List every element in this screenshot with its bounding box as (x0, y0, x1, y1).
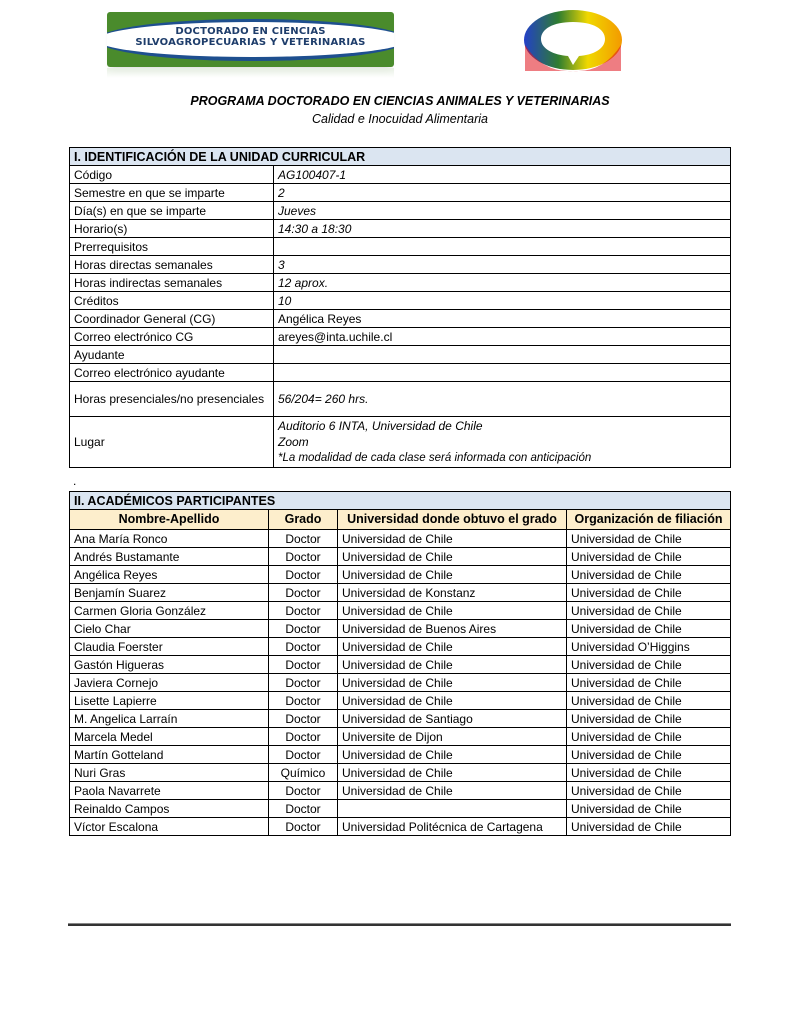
row-label: Horas presenciales/no presenciales (70, 382, 274, 417)
lugar-note: *La modalidad de cada clase será informada con anticipación (278, 452, 592, 464)
row-label: Día(s) en que se imparte (70, 202, 274, 220)
participant-university: Universite de Dijon (338, 728, 567, 746)
lugar-value (274, 417, 731, 468)
row-value: areyes@inta.uchile.cl (274, 328, 731, 346)
row-value: 12 aprox. (274, 274, 731, 292)
table-row (70, 638, 731, 656)
participant-degree: Químico (269, 764, 338, 782)
table-row (70, 328, 731, 346)
row-value: 56/204= 260 hrs. (274, 382, 731, 417)
table-row (70, 238, 731, 256)
program-logo-banner (107, 12, 394, 67)
table-row (70, 728, 731, 746)
participant-name: Ana María Ronco (70, 530, 269, 548)
separator-dot: . (73, 474, 77, 488)
participant-university: Universidad de Chile (338, 692, 567, 710)
participant-affiliation: Universidad de Chile (567, 782, 731, 800)
row-value: 3 (274, 256, 731, 274)
participant-university (338, 800, 567, 818)
row-value: 2 (274, 184, 731, 202)
table-row (70, 692, 731, 710)
row-label: Horario(s) (70, 220, 274, 238)
footer-divider (68, 923, 731, 926)
participant-degree: Doctor (269, 692, 338, 710)
participant-name: Carmen Gloria González (70, 602, 269, 620)
row-value: AG100407-1 (274, 166, 731, 184)
participant-affiliation: Universidad de Chile (567, 746, 731, 764)
table-row (70, 166, 731, 184)
table-row (70, 656, 731, 674)
table-row (70, 310, 731, 328)
table-row (70, 548, 731, 566)
participant-affiliation: Universidad de Chile (567, 548, 731, 566)
table-row (70, 584, 731, 602)
participant-name: Paola Navarrete (70, 782, 269, 800)
participant-affiliation: Universidad de Chile (567, 530, 731, 548)
table-row (70, 710, 731, 728)
table-row (70, 256, 731, 274)
table-row (70, 184, 731, 202)
column-header-degree: Grado (269, 510, 338, 530)
participant-degree: Doctor (269, 584, 338, 602)
participant-name: Martín Gotteland (70, 746, 269, 764)
participant-affiliation: Universidad de Chile (567, 800, 731, 818)
participants-table (69, 491, 731, 836)
program-title: PROGRAMA DOCTORADO EN CIENCIAS ANIMALES Y VETERINARIAS (190, 94, 610, 108)
row-label: Prerrequisitos (70, 238, 274, 256)
participant-university: Universidad de Chile (338, 674, 567, 692)
participant-name: Cielo Char (70, 620, 269, 638)
logo-reflection (107, 68, 394, 78)
participant-affiliation: Universidad de Chile (567, 584, 731, 602)
participant-degree: Doctor (269, 566, 338, 584)
row-value (274, 238, 731, 256)
participant-degree: Doctor (269, 530, 338, 548)
participant-university: Universidad de Buenos Aires (338, 620, 567, 638)
participant-name: M. Angelica Larraín (70, 710, 269, 728)
column-header-name: Nombre-Apellido (70, 510, 269, 530)
section-2-heading: II. ACADÉMICOS PARTICIPANTES (70, 492, 731, 510)
row-label: Créditos (70, 292, 274, 310)
participant-name: Lisette Lapierre (70, 692, 269, 710)
participant-university: Universidad de Chile (338, 746, 567, 764)
participant-name: Claudia Foerster (70, 638, 269, 656)
participant-name: Reinaldo Campos (70, 800, 269, 818)
participant-degree: Doctor (269, 818, 338, 836)
participant-affiliation: Universidad de Chile (567, 566, 731, 584)
participants-body (70, 530, 731, 836)
participant-name: Víctor Escalona (70, 818, 269, 836)
table-row (70, 602, 731, 620)
participant-university: Universidad de Chile (338, 638, 567, 656)
table-row (70, 566, 731, 584)
participant-degree: Doctor (269, 728, 338, 746)
row-label: Correo electrónico CG (70, 328, 274, 346)
participant-degree: Doctor (269, 602, 338, 620)
participant-degree: Doctor (269, 800, 338, 818)
participant-degree: Doctor (269, 638, 338, 656)
participant-affiliation: Universidad de Chile (567, 728, 731, 746)
column-header-affiliation: Organización de filiación (567, 510, 731, 530)
table-row (70, 382, 731, 417)
table-row (70, 530, 731, 548)
table-row (70, 620, 731, 638)
participant-name: Benjamín Suarez (70, 584, 269, 602)
lugar-line: Zoom (278, 435, 309, 449)
row-label: Ayudante (70, 346, 274, 364)
participant-name: Angélica Reyes (70, 566, 269, 584)
table-row (70, 764, 731, 782)
logo-text (107, 26, 394, 48)
table-row (70, 274, 731, 292)
participant-university: Universidad de Konstanz (338, 584, 567, 602)
participant-university: Universidad de Chile (338, 548, 567, 566)
participant-affiliation: Universidad de Chile (567, 602, 731, 620)
participant-affiliation: Universidad de Chile (567, 764, 731, 782)
row-label: Coordinador General (CG) (70, 310, 274, 328)
table-row-lugar (70, 417, 731, 468)
participant-degree: Doctor (269, 782, 338, 800)
participant-name: Nuri Gras (70, 764, 269, 782)
column-header-university: Universidad donde obtuvo el grado (338, 510, 567, 530)
row-label: Lugar (70, 417, 274, 468)
row-value: Jueves (274, 202, 731, 220)
participant-affiliation: Universidad de Chile (567, 692, 731, 710)
table-row (70, 292, 731, 310)
table-row (70, 364, 731, 382)
speech-bubble-ring-logo-icon (523, 9, 623, 73)
row-value (274, 346, 731, 364)
participant-university: Universidad Politécnica de Cartagena (338, 818, 567, 836)
logo-text-line-1: DOCTORADO EN CIENCIAS (175, 26, 326, 37)
participant-university: Universidad de Chile (338, 764, 567, 782)
row-label: Horas indirectas semanales (70, 274, 274, 292)
participant-affiliation: Universidad de Chile (567, 620, 731, 638)
row-label: Semestre en que se imparte (70, 184, 274, 202)
table-row (70, 220, 731, 238)
participant-university: Universidad de Chile (338, 566, 567, 584)
participant-degree: Doctor (269, 620, 338, 638)
table-row (70, 818, 731, 836)
row-value: Angélica Reyes (274, 310, 731, 328)
logo-text-line-2: SILVOAGROPECUARIAS Y VETERINARIAS (135, 37, 366, 48)
participant-affiliation: Universidad O’Higgins (567, 638, 731, 656)
row-value (274, 364, 731, 382)
table-row (70, 746, 731, 764)
participant-university: Universidad de Chile (338, 530, 567, 548)
lugar-line: Auditorio 6 INTA, Universidad de Chile (278, 419, 483, 433)
participant-name: Gastón Higueras (70, 656, 269, 674)
participant-name: Marcela Medel (70, 728, 269, 746)
participant-degree: Doctor (269, 548, 338, 566)
table-row (70, 782, 731, 800)
row-label: Código (70, 166, 274, 184)
table-row (70, 346, 731, 364)
participant-degree: Doctor (269, 746, 338, 764)
course-subtitle: Calidad e Inocuidad Alimentaria (311, 112, 489, 126)
participant-name: Andrés Bustamante (70, 548, 269, 566)
section-1-heading: I. IDENTIFICACIÓN DE LA UNIDAD CURRICULAR (70, 148, 731, 166)
participant-affiliation: Universidad de Chile (567, 656, 731, 674)
table-row (70, 674, 731, 692)
row-label: Horas directas semanales (70, 256, 274, 274)
row-value: 14:30 a 18:30 (274, 220, 731, 238)
participant-degree: Doctor (269, 710, 338, 728)
participant-affiliation: Universidad de Chile (567, 710, 731, 728)
participant-degree: Doctor (269, 674, 338, 692)
participant-name: Javiera Cornejo (70, 674, 269, 692)
participant-university: Universidad de Santiago (338, 710, 567, 728)
row-label: Correo electrónico ayudante (70, 364, 274, 382)
participant-affiliation: Universidad de Chile (567, 674, 731, 692)
row-value: 10 (274, 292, 731, 310)
table-row (70, 202, 731, 220)
participant-university: Universidad de Chile (338, 782, 567, 800)
participant-university: Universidad de Chile (338, 656, 567, 674)
participant-university: Universidad de Chile (338, 602, 567, 620)
table-row (70, 800, 731, 818)
participant-affiliation: Universidad de Chile (567, 818, 731, 836)
identification-table (69, 147, 731, 468)
participant-degree: Doctor (269, 656, 338, 674)
